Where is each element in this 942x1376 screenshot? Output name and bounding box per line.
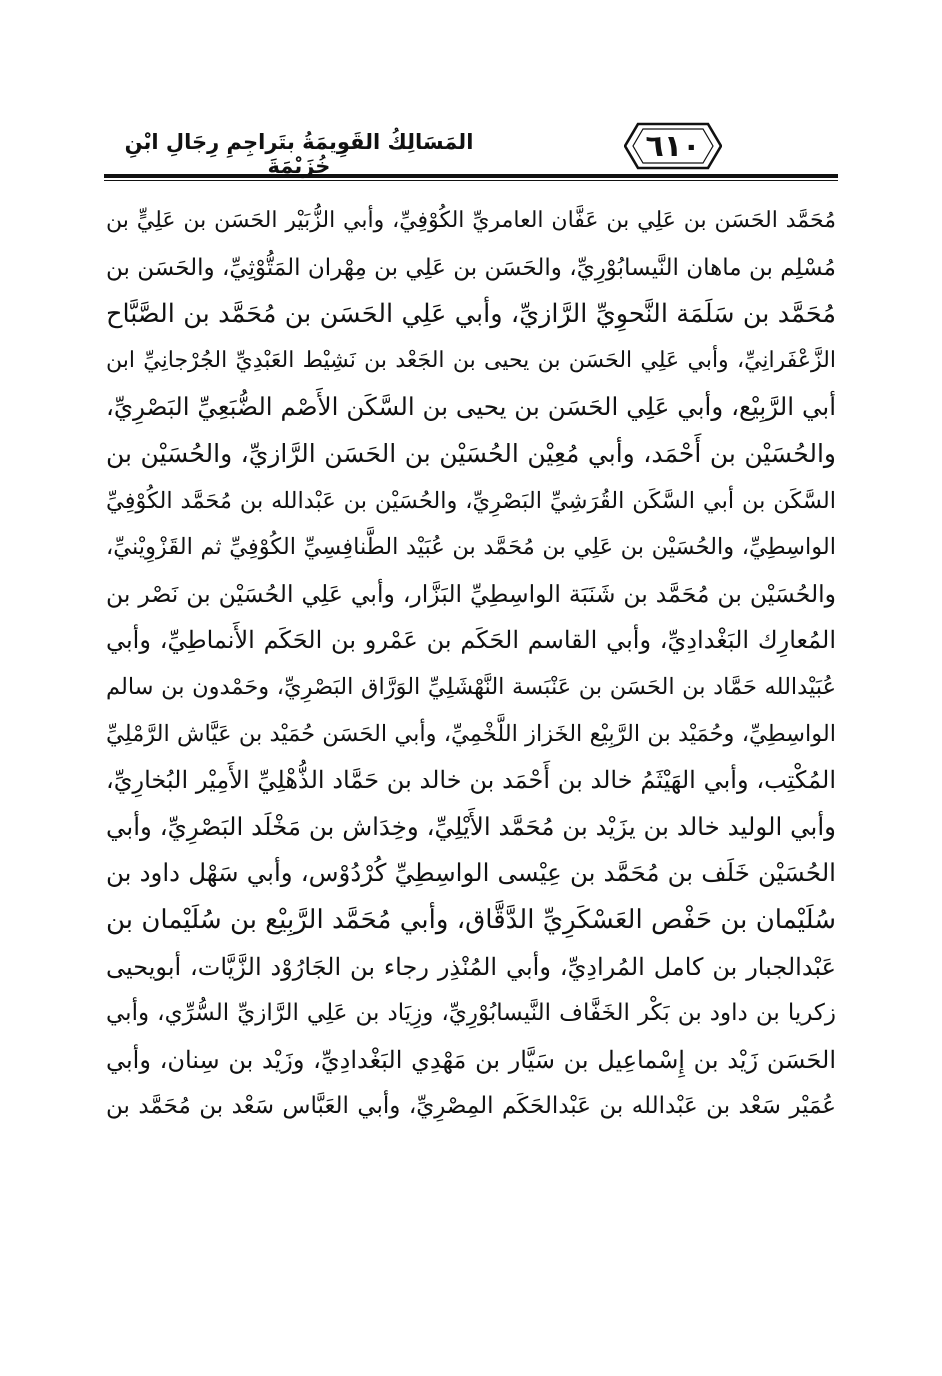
text-line: الواسِطِيِّ، وحُمَيْد بن الرَّبِيْع الخَزاز اللَّخْمِيِّ، وأبي الحَسَن حُمَيْد بن عَيَّاش الرَّمْلِيِّ — [106, 720, 836, 747]
page-number: ٦١٠ — [645, 128, 701, 164]
text-line: الواسِطِيِّ، والحُسَيْن بن عَلِي بن مُحَمَّد بن عُبَيْد الطَّنافِسِيِّ الكُوْفِيِّ ثم القَزْوِيْنيِّ، — [106, 534, 836, 561]
text-line: مُحَمَّد بن سَلَمَة النَّحوِيِّ الرَّازيِّ، وأبي عَلِي الحَسَن بن مُحَمَّد بن الصَّبَّاح — [106, 299, 836, 330]
text-line: والحُسَيْن بن أَحْمَد، وأبي مُعِيْن الحُسَيْن بن الحَسَن الرَّازيِّ، والحُسَيْن بن — [106, 438, 836, 468]
page-number-badge — [624, 120, 722, 172]
page-header — [104, 108, 838, 188]
text-line: سُلَيْمان بن حَفْص العَسْكَرِيِّ الدَّقَّاق، وأبي مُحَمَّد الرَّبِيْع بن سُلَيْمان بن — [106, 904, 836, 935]
body-text — [106, 198, 836, 1130]
text-line: السَّكَن بن أبي السَّكَن القُرَشِيِّ البَصْرِيِّ، والحُسَيْن بن عَبْدالله بن مُحَمَّد الكُوْفِيِّ — [106, 487, 836, 514]
text-line: عَبْدالجبار بن كامل المُرادِيِّ، وأبي المُنْذِر رجاء بن الجَارُوْد الزَّيَّات، أبويحيى — [106, 952, 836, 981]
header-rule-thin — [104, 180, 838, 181]
text-line: وأبي الوليد خالد بن يزَيْد بن مُحَمَّد الأَيْلِيِّ، وخِدَاش بن مَخْلَد البَصْرِيِّ، وأبي — [106, 811, 836, 841]
text-line: المُعارِك البَغْدادِيِّ، وأبي القاسم الحَكَم بن عَمْرو بن الحَكَم الأَنماطِيِّ، وأبي — [106, 626, 836, 655]
text-line: والحُسَيْن بن مُحَمَّد بن شَنَبَة الواسِطِيِّ البَزَّار، وأبي عَلِي الحُسَيْن بن نَصْر بن — [106, 579, 836, 608]
text-line: الزَّعْفَرانِيِّ، وأبي عَلِي الحَسَن بن يحيى بن الجَعْد بن نَشِيْط العَبْدِيِّ الجُرْجانِيِّ ابن — [106, 347, 836, 373]
running-title: المَسَالِكُ القَوِيمَةُ بتَراجِمِ رِجَالِ ابْنِ خُزَيْمَةَ — [124, 130, 474, 178]
text-line: المُكْتِب، وأبي الهَيْثَمُ خالد بن أَحْمَد بن خالد بن حَمَّاد الذُّهْلِيِّ الأَمِيْر البُخارِيِّ، — [106, 766, 836, 795]
text-line: أبي الرَّبِيْع، وأبي عَلِي الحَسَن بن يحيى بن السَّكَن الأَصْم الضُّبَعِيِّ البَصْرِيِّ، — [106, 392, 836, 422]
text-line: الحُسَيْن خَلَف بن مُحَمَّد بن عِيْسى الواسِطِيِّ كُرْدُوْس، وأبي سَهْل داود بن — [106, 858, 836, 888]
text-line: مُحَمَّد الحَسَن بن عَلِي بن عَفَّان العامريِّ الكُوْفِيِّ، وأبي الزُّبَيْر الحَسَن بن عَلِيٍّ بن — [106, 208, 836, 233]
text-line: زكريا بن داود بن بَكْر الخَفَّاف النَّيسابُوْرِيِّ، وزِيَاد بن عَلِي الرَّازيِّ السُّرِّي، وأبي — [106, 1000, 836, 1027]
text-line: عُمَيْر سَعْد بن عَبْدالله بن عَبْدالحَكَم المِصْرِيِّ، وأبي العَبَّاس سَعْد بن مُحَمَّد بن — [106, 1093, 836, 1120]
text-line: عُبَيْدالله حَمَّاد بن الحَسَن بن عَنْبَسة النَّهْشَلِيِّ الوَرَّاق البَصْرِيِّ، وحَمْدون بن سالم — [106, 673, 836, 700]
text-line: الحَسَن زَيْد بن إِسْماعِيل بن سَيَّار بن مَهْدِي البَغْدادِيِّ، وزَيْد بن سِنان، وأبي — [106, 1045, 836, 1074]
text-line: مُسْلِم بن ماهان النَّيسابُوْرِيِّ، والحَسَن بن عَلِي بن مِهْران المَتُّوْثِيِّ، والحَسَن بن — [106, 254, 836, 281]
